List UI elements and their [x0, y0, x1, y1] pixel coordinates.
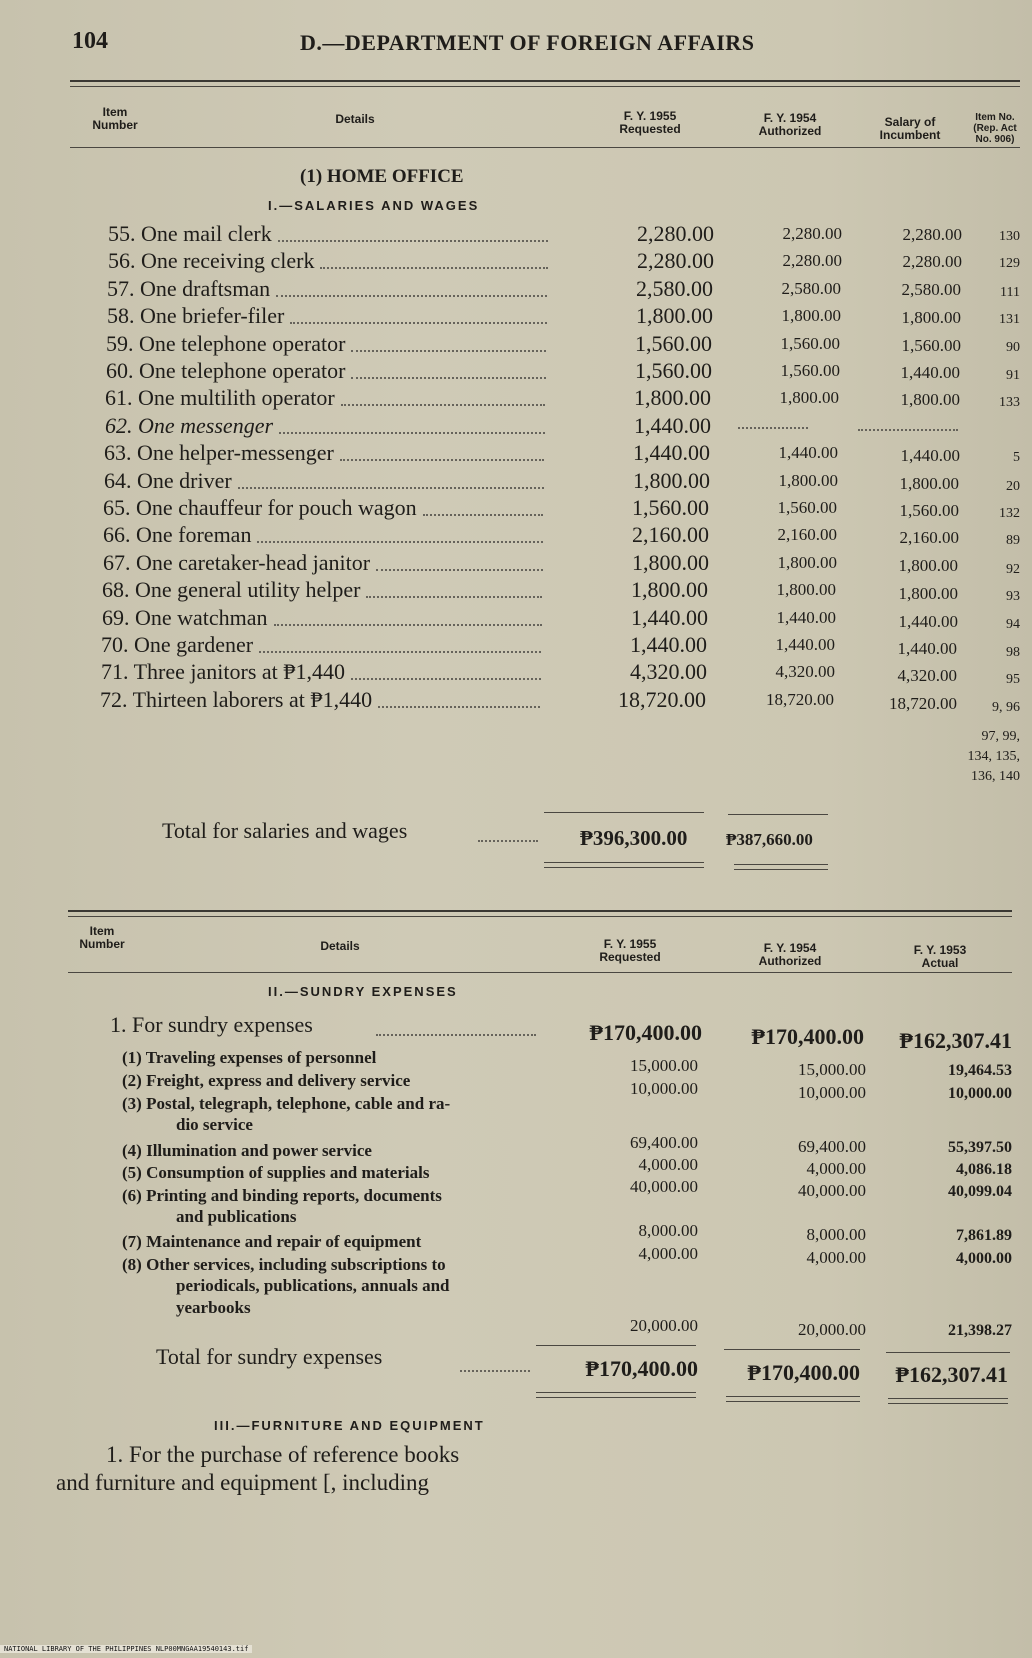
sundry-item-fy1955: 40,000.00: [630, 1177, 698, 1196]
value-fy1955: 1,800.00: [634, 385, 711, 411]
extra-item-line: 97, 99,: [981, 729, 1020, 744]
section-home-office: (1) HOME OFFICE: [300, 166, 464, 187]
table-row: [0, 331, 1032, 358]
dot-leader: [279, 432, 545, 434]
value-salary: 1,800.00: [898, 555, 958, 575]
furniture-line-2: and furniture and equipment [, including: [56, 1470, 430, 1495]
value-fy1954: 18,720.00: [766, 689, 834, 709]
row-label: 72. Thirteen laborers at ₱1,440: [100, 686, 373, 712]
t1-col-fy1954: F. Y. 1954 Authorized: [758, 111, 822, 138]
sundry-item-fy1954: 10,000.00: [798, 1083, 866, 1102]
value-salary: 1,800.00: [901, 308, 961, 328]
empty-dot-leader: [738, 427, 808, 429]
extra-item-line: 136, 140: [971, 769, 1020, 784]
value-fy1954: 1,440.00: [778, 443, 838, 463]
t1-col-fy1955: F. Y. 1955 Requested: [619, 109, 681, 136]
value-fy1955: 1,560.00: [632, 495, 709, 520]
dot-leader: [378, 706, 540, 708]
table-row: [0, 248, 1032, 275]
sundry-item-fy1953: 4,000.00: [956, 1250, 1012, 1267]
value-salary: 1,440.00: [898, 611, 958, 631]
value-item-no: 91: [1006, 368, 1020, 383]
dot-leader: [366, 596, 542, 598]
value-salary: 18,720.00: [889, 693, 957, 713]
sundry-item-label-cont: yearbooks: [176, 1298, 251, 1317]
value-item-no: 89: [1006, 533, 1020, 549]
row-label: 70. One gardener: [101, 632, 254, 657]
total-sundry-double-3: [726, 1396, 860, 1397]
value-fy1955: 2,280.00: [637, 221, 714, 246]
dot-leader: [341, 404, 545, 406]
sundry-item-fy1954: 69,400.00: [798, 1137, 866, 1156]
empty-dot-leader: [858, 429, 958, 431]
dot-leader: [290, 322, 547, 324]
dot-leader: [278, 240, 548, 242]
t1-col-item-number: Item Number: [92, 105, 138, 132]
total-sundry-double-5: [888, 1398, 1008, 1399]
table1-top-rule: [70, 80, 1020, 82]
row-label: 62. One messenger: [105, 412, 274, 438]
value-fy1955: 18,720.00: [618, 686, 706, 712]
value-item-no: 20: [1006, 478, 1020, 494]
value-fy1955: 1,800.00: [631, 577, 708, 603]
value-fy1954: 1,440.00: [776, 607, 836, 627]
row-label: 61. One multilith operator: [105, 385, 335, 411]
value-item-no: 130: [999, 229, 1020, 244]
dot-leader: [257, 541, 543, 543]
t1-col-salary: Salary of Incumbent: [879, 115, 941, 142]
value-salary: 1,440.00: [900, 446, 960, 466]
value-fy1955: 2,280.00: [637, 248, 714, 274]
sundry-item-label: (5) Consumption of supplies and materials: [122, 1163, 430, 1182]
dot-leader: [274, 624, 542, 626]
table-row: [0, 276, 1032, 303]
sundry-item-fy1955: 15,000.00: [630, 1056, 698, 1075]
dot-leader: [340, 459, 544, 461]
extra-item-numbers: [968, 727, 1021, 787]
value-fy1955: 1,800.00: [636, 303, 713, 329]
sundry-item-fy1955: 4,000.00: [638, 1155, 698, 1174]
value-fy1955: 1,800.00: [633, 467, 710, 493]
total-sundry-double-1: [536, 1392, 696, 1393]
value-item-no: 95: [1006, 672, 1020, 688]
value-salary: 2,160.00: [899, 528, 959, 548]
value-fy1955: 2,160.00: [632, 522, 709, 548]
value-item-no: 9, 96: [992, 699, 1020, 715]
sundry-item-fy1955: 69,400.00: [630, 1133, 698, 1152]
t1-col-details: Details: [335, 112, 375, 126]
total-salaries-label: Total for salaries and wages: [162, 818, 408, 843]
value-item-no: 5: [1013, 450, 1020, 466]
table-row: [0, 659, 1032, 686]
total-salaries-double-2: [544, 867, 704, 868]
row-label: 59. One telephone operator: [106, 330, 346, 356]
value-fy1954: 4,320.00: [775, 662, 835, 682]
table-row: [0, 358, 1032, 385]
table2-top-rule: [68, 910, 1012, 912]
sundry-item-label: (1) Traveling expenses of personnel: [122, 1048, 377, 1067]
total-sundry-label: Total for sundry expenses: [156, 1344, 383, 1369]
library-footer-mark: NATIONAL LIBRARY OF THE PHILIPPINES NLP00MNGAA19540143.tif: [0, 1645, 252, 1653]
value-fy1954: 1,800.00: [777, 552, 837, 572]
table-row: [0, 303, 1032, 330]
table-row: [0, 440, 1032, 467]
value-fy1954: 2,580.00: [781, 278, 841, 298]
sundry-item-fy1953: 21,398.27: [948, 1322, 1012, 1339]
row-label: 64. One driver: [104, 467, 232, 493]
dot-leader: [238, 487, 544, 489]
sundry-item-fy1953: 10,000.00: [948, 1085, 1012, 1102]
t2-col-fy1955: F. Y. 1955 Requested: [599, 937, 661, 964]
row-label: 65. One chauffeur for pouch wagon: [103, 495, 417, 520]
sundry-main-fy1953: ₱162,307.41: [899, 1028, 1012, 1053]
t2-col-details: Details: [320, 939, 360, 953]
sundry-item-fy1954: 8,000.00: [806, 1225, 866, 1244]
sundry-main-fy1955: ₱170,400.00: [589, 1020, 702, 1045]
value-fy1955: 1,440.00: [634, 412, 711, 438]
table2-header-rule: [68, 972, 1012, 973]
value-salary: 1,800.00: [898, 584, 958, 604]
total-sundry-leader: [460, 1370, 530, 1372]
value-salary: 4,320.00: [897, 666, 957, 686]
value-salary: 1,440.00: [897, 639, 957, 658]
value-fy1955: 1,560.00: [635, 330, 712, 356]
value-fy1955: 4,320.00: [630, 659, 707, 685]
sundry-item-label: (2) Freight, express and delivery service: [122, 1071, 411, 1090]
sundry-item-label: (4) Illumination and power service: [122, 1141, 372, 1160]
value-fy1955: 1,440.00: [631, 604, 708, 630]
table-row: [0, 522, 1032, 549]
value-item-no: 129: [999, 256, 1020, 272]
table2-top-rule-2: [68, 916, 1012, 917]
subsection-furniture: III.—FURNITURE AND EQUIPMENT: [214, 1418, 485, 1433]
dot-leader: [423, 514, 543, 516]
value-fy1954: 1,560.00: [780, 333, 840, 353]
table-row: [0, 385, 1032, 412]
table1-header-rule: [70, 147, 1020, 148]
value-item-no: 92: [1006, 561, 1020, 577]
total-label-leader: [478, 840, 538, 842]
sundry-item-fy1954: 20,000.00: [798, 1320, 866, 1339]
sundry-item-fy1955: 8,000.00: [638, 1221, 698, 1240]
dot-leader: [351, 377, 546, 379]
row-label: 55. One mail clerk: [108, 221, 272, 246]
total-salaries-fy1954: ₱387,660.00: [726, 830, 813, 849]
value-item-no: 90: [1006, 339, 1020, 355]
row-label: 60. One telephone operator: [106, 358, 346, 383]
extra-item-line: 134, 135,: [967, 749, 1020, 764]
total-sundry-rule-1953: [886, 1352, 1010, 1353]
total-sundry-double-2: [536, 1397, 696, 1398]
total-salaries-fy1955: ₱396,300.00: [580, 826, 688, 850]
row-label: 66. One foreman: [103, 522, 252, 548]
sundry-main-leader: [376, 1034, 536, 1036]
row-label: 58. One briefer-filer: [107, 303, 285, 329]
value-item-no: 111: [1000, 284, 1020, 300]
sundry-item-fy1953: 4,086.18: [956, 1161, 1012, 1178]
subsection-salaries: I.—SALARIES AND WAGES: [268, 198, 480, 213]
sundry-item-fy1954: 40,000.00: [798, 1181, 866, 1200]
value-salary: 2,280.00: [902, 252, 962, 272]
total-sundry-rule-1955: [536, 1345, 696, 1346]
dot-leader: [276, 295, 547, 297]
sundry-item-label: (6) Printing and binding reports, documents: [122, 1186, 442, 1205]
total-salaries-double-3: [734, 864, 828, 865]
value-fy1954: 1,800.00: [781, 306, 841, 326]
table-row: [0, 550, 1032, 577]
row-label: 56. One receiving clerk: [108, 248, 315, 274]
sundry-item-label: (7) Maintenance and repair of equipment: [122, 1232, 422, 1251]
sundry-item-fy1955: 10,000.00: [630, 1079, 698, 1098]
value-salary: 1,560.00: [901, 335, 961, 355]
dot-leader: [259, 651, 541, 653]
total-sundry-fy1953: ₱162,307.41: [895, 1362, 1008, 1387]
sundry-item-fy1953: 19,464.53: [948, 1062, 1012, 1079]
table-row: [0, 632, 1032, 659]
sundry-item-label: (3) Postal, telegraph, telephone, cable and ra-: [122, 1094, 451, 1113]
t2-col-item-number: Item Number: [79, 924, 125, 951]
row-label: 69. One watchman: [102, 604, 268, 630]
value-fy1955: 1,440.00: [633, 440, 710, 466]
dot-leader: [320, 267, 548, 269]
sundry-main-fy1954: ₱170,400.00: [751, 1024, 864, 1049]
sundry-item-label: (8) Other services, including subscriptions to: [122, 1255, 446, 1274]
total-salaries-double-4: [734, 869, 828, 870]
total-sundry-double-6: [888, 1403, 1008, 1404]
sundry-item-fy1955: 20,000.00: [630, 1316, 698, 1335]
value-fy1955: 2,580.00: [636, 275, 713, 301]
value-fy1954: 1,440.00: [775, 635, 835, 654]
value-fy1955: 1,440.00: [630, 632, 707, 657]
page-title: D.—DEPARTMENT OF FOREIGN AFFAIRS: [300, 30, 755, 55]
value-fy1954: 1,800.00: [776, 580, 836, 600]
sundry-item-fy1954: 4,000.00: [806, 1248, 866, 1267]
value-item-no: 98: [1006, 645, 1020, 660]
total-sundry-rule-1954: [724, 1349, 860, 1350]
table-row: [0, 468, 1032, 495]
value-fy1954: 1,560.00: [780, 361, 840, 380]
value-fy1954: 1,800.00: [778, 470, 838, 490]
value-fy1955: 1,800.00: [632, 549, 709, 575]
sundry-item-label-cont: and publications: [176, 1207, 297, 1226]
dot-leader: [351, 678, 541, 680]
row-label: 57. One draftsman: [107, 275, 271, 301]
t1-col-item-no: Item No. (Rep. Act No. 906): [973, 112, 1017, 145]
value-fy1954: 2,280.00: [782, 224, 842, 243]
sundry-main-label: 1. For sundry expenses: [110, 1012, 313, 1037]
sundry-item-fy1954: 15,000.00: [798, 1060, 866, 1079]
row-label: 67. One caretaker-head janitor: [103, 549, 371, 575]
value-item-no: 132: [999, 506, 1020, 521]
value-salary: 1,800.00: [899, 473, 959, 493]
value-salary: 2,280.00: [902, 225, 962, 244]
table-row: [0, 605, 1032, 632]
value-salary: 1,560.00: [899, 501, 959, 520]
sundry-item-fy1953: 7,861.89: [956, 1227, 1012, 1244]
sundry-item-fy1953: 55,397.50: [948, 1139, 1012, 1156]
t2-col-fy1954: F. Y. 1954 Authorized: [758, 941, 822, 968]
value-item-no: 131: [999, 312, 1020, 328]
total-salaries-rule-1955: [544, 812, 704, 813]
table1-top-rule-2: [70, 86, 1020, 87]
value-salary: 2,580.00: [901, 279, 961, 299]
value-fy1954: 1,800.00: [779, 388, 839, 408]
row-label: 63. One helper-messenger: [104, 440, 334, 466]
t2-col-fy1953: F. Y. 1953 Actual: [913, 943, 967, 970]
sundry-item-fy1955: 4,000.00: [638, 1244, 698, 1263]
row-label: 71. Three janitors at ₱1,440: [101, 659, 345, 685]
table-row: [0, 577, 1032, 604]
table-row: [0, 221, 1032, 248]
sundry-item-label-cont: dio service: [176, 1115, 253, 1134]
value-fy1954: 2,160.00: [777, 525, 837, 545]
dot-leader: [376, 569, 543, 571]
value-item-no: 93: [1006, 589, 1020, 605]
total-sundry-double-4: [726, 1401, 860, 1402]
total-salaries-double-1: [544, 862, 704, 863]
sundry-item-fy1954: 4,000.00: [806, 1159, 866, 1178]
table-row: [0, 687, 1032, 714]
value-item-no: 133: [999, 395, 1020, 411]
value-fy1954: 1,560.00: [777, 498, 837, 517]
total-sundry-fy1955: ₱170,400.00: [585, 1356, 698, 1381]
sundry-item-label-cont: periodicals, publications, annuals and: [176, 1276, 450, 1295]
table-row: [0, 413, 1032, 440]
subsection-sundry: II.—SUNDRY EXPENSES: [268, 984, 458, 999]
table-row: [0, 495, 1032, 522]
total-sundry-fy1954: ₱170,400.00: [747, 1360, 860, 1385]
value-salary: 1,440.00: [900, 363, 960, 382]
sundry-item-fy1953: 40,099.04: [948, 1183, 1012, 1200]
dot-leader: [351, 350, 546, 352]
page-number: 104: [72, 28, 108, 54]
value-salary: 1,800.00: [900, 390, 960, 410]
total-salaries-rule-1954: [728, 814, 828, 815]
value-item-no: 94: [1006, 616, 1020, 632]
furniture-line-1: 1. For the purchase of reference books: [106, 1442, 460, 1467]
row-label: 68. One general utility helper: [102, 577, 361, 603]
value-fy1954: 2,280.00: [782, 251, 842, 271]
value-fy1955: 1,560.00: [635, 358, 712, 383]
